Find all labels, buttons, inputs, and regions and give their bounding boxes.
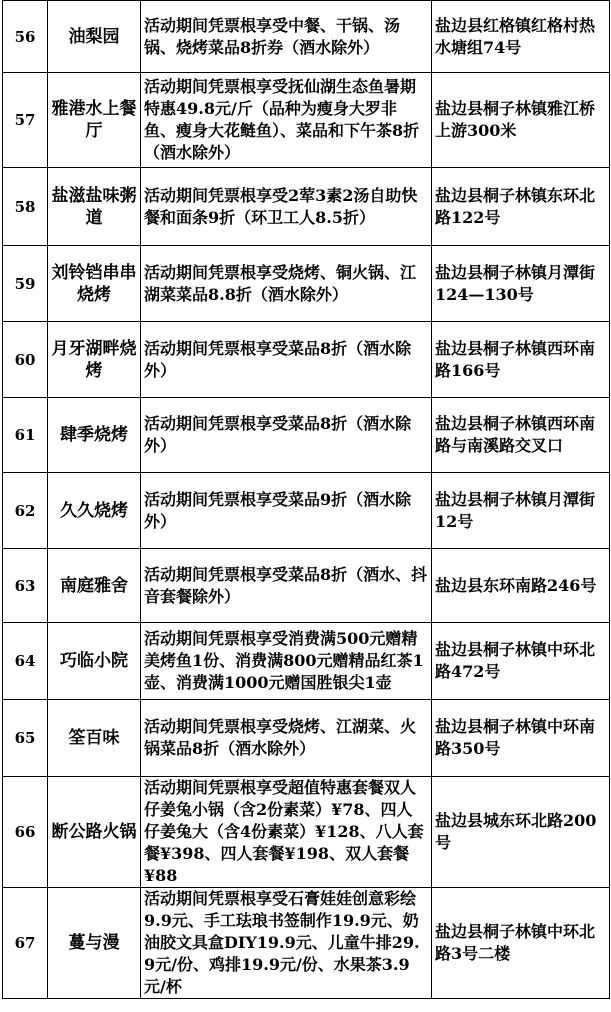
merchant-address: 盐边县桐子林镇东环北路122号 bbox=[432, 168, 610, 246]
row-number: 63 bbox=[3, 549, 48, 623]
table-row bbox=[3, 473, 610, 549]
row-number: 65 bbox=[3, 700, 48, 777]
row-number: 57 bbox=[3, 73, 48, 168]
merchant-address: 盐边县桐子林镇中环北路3号二楼 bbox=[432, 888, 610, 999]
row-number: 64 bbox=[3, 623, 48, 700]
merchant-name: 油梨园 bbox=[48, 1, 141, 73]
row-number: 67 bbox=[3, 888, 48, 999]
merchant-name: 雅港水上餐厅 bbox=[48, 73, 141, 168]
merchant-address: 盐边县桐子林镇雅江桥上游300米 bbox=[432, 73, 610, 168]
table-row bbox=[3, 322, 610, 398]
row-number: 56 bbox=[3, 1, 48, 73]
row-number: 59 bbox=[3, 246, 48, 322]
row-number: 66 bbox=[3, 777, 48, 888]
table-row bbox=[3, 1, 610, 73]
table-row bbox=[3, 777, 610, 888]
table-row bbox=[3, 73, 610, 168]
offer-text: 活动期间凭票根享受中餐、干锅、汤锅、烧烤菜品8折券（酒水除外） bbox=[141, 1, 432, 73]
merchant-address: 盐边县桐子林镇月潭街124—130号 bbox=[432, 246, 610, 322]
row-number: 58 bbox=[3, 168, 48, 246]
merchant-name: 南庭雅舍 bbox=[48, 549, 141, 623]
row-number: 60 bbox=[3, 322, 48, 398]
offer-text: 活动期间凭票根享受菜品8折（酒水除外） bbox=[141, 398, 432, 473]
merchant-address: 盐边县东环南路246号 bbox=[432, 549, 610, 623]
merchant-address: 盐边县桐子林镇西环南路与南溪路交叉口 bbox=[432, 398, 610, 473]
merchant-address: 盐边县桐子林镇中环南路350号 bbox=[432, 700, 610, 777]
merchant-name: 断公路火锅 bbox=[48, 777, 141, 888]
merchant-name: 巧临小院 bbox=[48, 623, 141, 700]
offer-text: 活动期间凭票根享受烧烤、江湖菜、火锅菜品8折（酒水除外） bbox=[141, 700, 432, 777]
merchant-name: 筌百味 bbox=[48, 700, 141, 777]
offer-text: 活动期间凭票根享受烧烤、铜火锅、江湖菜菜品8.8折（酒水除外） bbox=[141, 246, 432, 322]
merchant-name: 蔓与漫 bbox=[48, 888, 141, 999]
table-row bbox=[3, 168, 610, 246]
offer-text: 活动期间凭票根享受2荤3素2汤自助快餐和面条9折（环卫工人8.5折） bbox=[141, 168, 432, 246]
merchant-name: 月牙湖畔烧烤 bbox=[48, 322, 141, 398]
merchant-name: 盐滋盐味粥道 bbox=[48, 168, 141, 246]
offer-text: 活动期间凭票根享受超值特惠套餐双人仔姜兔小锅（含2份素菜）¥78、四人仔姜兔大（含4份素菜）¥128、八人套餐¥398、四人套餐¥198、双人套餐¥88 bbox=[141, 777, 432, 888]
offer-text: 活动期间凭票根享受石膏娃娃创意彩绘9.9元、手工珐琅书签制作19.9元、奶油胶文具盒DIY19.9元、儿童牛排29.9元/份、鸡排19.9元/份、水果茶3.9元/杯 bbox=[141, 888, 432, 999]
offer-text: 活动期间凭票根享受抚仙湖生态鱼暑期特惠49.8元/斤（品种为瘦身大罗非鱼、瘦身大花鲢鱼）、菜品和下午茶8折（酒水除外） bbox=[141, 73, 432, 168]
table-row bbox=[3, 549, 610, 623]
merchant-name: 肆季烧烤 bbox=[48, 398, 141, 473]
table-row bbox=[3, 700, 610, 777]
table-row bbox=[3, 888, 610, 999]
merchant-address: 盐边县桐子林镇月潭街12号 bbox=[432, 473, 610, 549]
offer-text: 活动期间凭票根享受消费满500元赠精美烤鱼1份、消费满800元赠精品红茶1壶、消费满1000元赠国胜银尖1壶 bbox=[141, 623, 432, 700]
offer-text: 活动期间凭票根享受菜品8折（酒水、抖音套餐除外） bbox=[141, 549, 432, 623]
row-number: 62 bbox=[3, 473, 48, 549]
merchant-address: 盐边县城东环北路200号 bbox=[432, 777, 610, 888]
merchant-address: 盐边县桐子林镇西环南路166号 bbox=[432, 322, 610, 398]
offer-text: 活动期间凭票根享受菜品9折（酒水除外） bbox=[141, 473, 432, 549]
merchant-table bbox=[2, 0, 610, 999]
table-row bbox=[3, 398, 610, 473]
merchant-address: 盐边县红格镇红格村热水塘组74号 bbox=[432, 1, 610, 73]
table-row bbox=[3, 623, 610, 700]
merchant-name: 刘铃铛串串烧烤 bbox=[48, 246, 141, 322]
merchant-name: 久久烧烤 bbox=[48, 473, 141, 549]
merchant-address: 盐边县桐子林镇中环北路472号 bbox=[432, 623, 610, 700]
table-row bbox=[3, 246, 610, 322]
offer-text: 活动期间凭票根享受菜品8折（酒水除外） bbox=[141, 322, 432, 398]
row-number: 61 bbox=[3, 398, 48, 473]
